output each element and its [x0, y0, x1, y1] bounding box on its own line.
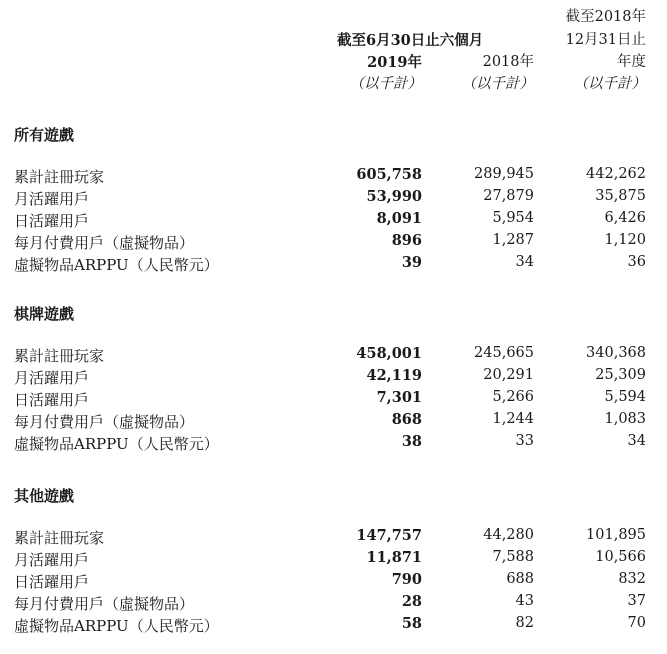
value-fy2018: 5,594 [604, 389, 646, 405]
row-label: 每月付費用戶（虛擬物品） [14, 234, 195, 252]
value-2018: 44,280 [483, 527, 534, 543]
value-2019: 11,871 [366, 549, 422, 566]
row-label: 累計註冊玩家 [14, 347, 105, 365]
row-label: 月活躍用戶 [14, 369, 90, 387]
value-2018: 34 [515, 254, 534, 270]
value-2019: 53,990 [366, 188, 422, 205]
value-fy2018: 1,120 [604, 232, 646, 248]
row-label: 累計註冊玩家 [14, 168, 105, 186]
row-label: 日活躍用戶 [14, 573, 90, 591]
row-label: 虛擬物品ARPPU（人民幣元） [14, 256, 219, 274]
value-2019: 28 [401, 593, 422, 610]
value-fy2018: 6,426 [604, 210, 646, 226]
value-2019: 868 [391, 411, 422, 428]
year-end-header-line3: 年度 [617, 54, 646, 70]
row-label: 日活躍用戶 [14, 391, 90, 409]
value-2018: 82 [515, 615, 534, 631]
value-fy2018: 10,566 [595, 549, 646, 565]
value-fy2018: 37 [627, 593, 646, 609]
value-2018: 33 [515, 433, 534, 449]
section-title: 所有遊戲 [14, 126, 75, 144]
row-label: 虛擬物品ARPPU（人民幣元） [14, 435, 219, 453]
row-label: 每月付費用戶（虛擬物品） [14, 595, 195, 613]
section-title: 其他遊戲 [14, 487, 75, 505]
year-end-header-line2: 12月31日止 [565, 32, 646, 48]
col-2019-year: 2019年 [367, 54, 422, 71]
row-label: 月活躍用戶 [14, 551, 90, 569]
value-2018: 5,266 [492, 389, 534, 405]
value-fy2018: 340,368 [586, 345, 646, 361]
value-2019: 8,091 [376, 210, 422, 227]
value-2018: 1,287 [492, 232, 534, 248]
value-fy2018: 35,875 [595, 188, 646, 204]
value-2019: 605,758 [356, 166, 422, 183]
row-label: 月活躍用戶 [14, 190, 90, 208]
row-label: 虛擬物品ARPPU（人民幣元） [14, 617, 219, 635]
value-2019: 147,757 [356, 527, 422, 544]
value-fy2018: 101,895 [586, 527, 646, 543]
section-title: 棋牌遊戲 [14, 305, 75, 323]
value-fy2018: 36 [627, 254, 646, 270]
value-2019: 39 [401, 254, 422, 271]
value-2019: 790 [391, 571, 422, 588]
value-fy2018: 70 [627, 615, 646, 631]
row-label: 日活躍用戶 [14, 212, 90, 230]
value-2019: 42,119 [366, 367, 422, 384]
value-2018: 5,954 [492, 210, 534, 226]
col-2018-unit: （以千計） [461, 76, 534, 92]
value-2019: 7,301 [376, 389, 422, 406]
value-2019: 458,001 [356, 345, 422, 362]
value-fy2018: 832 [618, 571, 646, 587]
value-2018: 688 [506, 571, 534, 587]
value-2018: 245,665 [474, 345, 534, 361]
value-fy2018: 442,262 [586, 166, 646, 182]
col-2018-year: 2018年 [482, 54, 534, 70]
value-2018: 1,244 [492, 411, 534, 427]
row-label: 每月付費用戶（虛擬物品） [14, 413, 195, 431]
col-fy-unit: （以千計） [573, 76, 646, 92]
value-2019: 38 [401, 433, 422, 450]
value-fy2018: 25,309 [595, 367, 646, 383]
year-end-header-line1: 截至2018年 [565, 9, 646, 25]
col-2019-unit: （以千計） [349, 76, 422, 92]
value-2018: 289,945 [474, 166, 534, 182]
value-2018: 7,588 [492, 549, 534, 565]
value-2018: 20,291 [483, 367, 534, 383]
value-2018: 43 [515, 593, 534, 609]
value-2019: 58 [401, 615, 422, 632]
value-2019: 896 [391, 232, 422, 249]
value-fy2018: 1,083 [604, 411, 646, 427]
six-month-header: 截至6月30日止六個月 [337, 32, 484, 49]
value-fy2018: 34 [627, 433, 646, 449]
row-label: 累計註冊玩家 [14, 529, 105, 547]
value-2018: 27,879 [483, 188, 534, 204]
